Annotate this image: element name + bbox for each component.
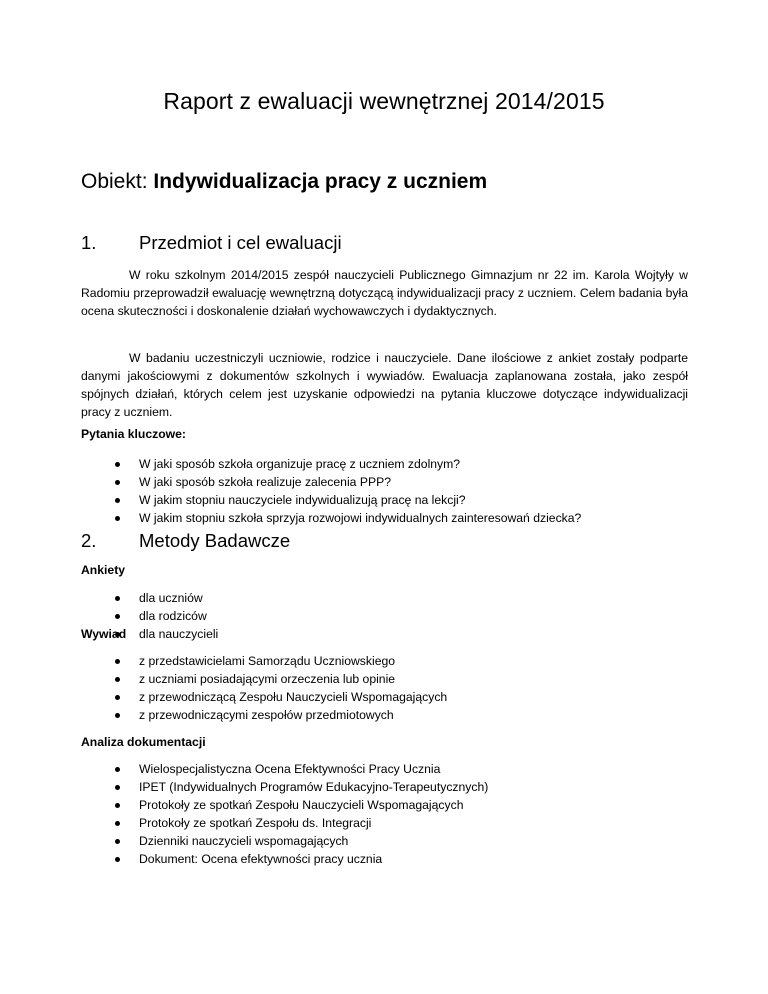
list-item-text: Dzienniki nauczycieli wspomagających — [139, 834, 349, 848]
bullet-icon — [115, 821, 120, 826]
list-item-text: z przewodniczącą Zespołu Nauczycieli Wspomagających — [139, 690, 448, 704]
object-value: Indywidualizacja pracy z uczniem — [153, 170, 488, 193]
list-item-text: Protokoły ze spotkań Zespołu ds. Integracji — [139, 816, 372, 830]
list-item — [81, 652, 701, 670]
interview-list — [81, 652, 701, 724]
list-item-text: IPET (Indywidualnych Programów Edukacyjno-Terapeutycznych) — [139, 780, 489, 794]
list-item — [81, 625, 701, 643]
list-item-text: dla uczniów — [139, 591, 203, 605]
list-item — [81, 607, 701, 625]
bullet-icon — [115, 839, 120, 844]
list-item-text: z przewodniczącymi zespołów przedmiotowych — [139, 708, 394, 722]
list-item — [81, 706, 701, 724]
section-2-title: Metody Badawcze — [139, 530, 291, 551]
bullet-icon — [115, 498, 120, 503]
list-item — [81, 670, 701, 688]
section-2-heading — [81, 530, 290, 552]
key-questions-list — [81, 455, 701, 527]
list-item-text: dla nauczycieli — [139, 627, 219, 641]
bullet-icon — [115, 596, 120, 601]
group-label-surveys: Ankiety — [81, 563, 126, 577]
bullet-icon — [115, 695, 120, 700]
list-item-text: Wielospecjalistyczna Ocena Efektywności Pracy Ucznia — [139, 762, 441, 776]
bullet-icon — [115, 480, 120, 485]
list-item — [81, 796, 701, 814]
list-item — [81, 760, 701, 778]
list-item-text: z przedstawicielami Samorządu Uczniowskiego — [139, 654, 396, 668]
list-item-text: dla rodziców — [139, 609, 207, 623]
list-item-text: W jakim stopniu nauczyciele indywidualizują pracę na lekcji? — [139, 493, 466, 507]
bullet-icon — [115, 659, 120, 664]
group-label-documentation: Analiza dokumentacji — [81, 735, 206, 749]
list-item — [81, 455, 701, 473]
object-line — [81, 170, 487, 194]
list-item-text: W jaki sposób szkoła organizuje pracę z uczniem zdolnym? — [139, 457, 461, 471]
list-item-text: W jakim stopniu szkoła sprzyja rozwojowi indywidualnych zainteresowań dziecka? — [139, 511, 582, 525]
list-item — [81, 491, 701, 509]
bullet-icon — [115, 614, 120, 619]
list-item — [81, 778, 701, 796]
section-1-paragraph-1: W roku szkolnym 2014/2015 zespół nauczycieli Publicznego Gimnazjum nr 22 im. Karola Wojtyły w Radomiu przeprowadził ewaluację wewnętrzną dotyczącą indywidualizacji pracy z uczniem. Celem badania była ocena skuteczności i doskonalenie działań wychowawczych i dydaktycznych. — [81, 268, 688, 318]
bullet-icon — [115, 803, 120, 808]
section-2-number: 2. — [81, 530, 97, 551]
key-questions-label: Pytania kluczowe: — [81, 427, 186, 441]
list-item — [81, 509, 701, 527]
section-1-title: Przedmiot i cel ewaluacji — [139, 232, 342, 253]
section-1-heading — [81, 232, 342, 254]
list-item — [81, 688, 701, 706]
list-item-text: W jaki sposób szkoła realizuje zalecenia PPP? — [139, 475, 391, 489]
bullet-icon — [115, 785, 120, 790]
list-item — [81, 589, 701, 607]
section-1-paragraph-2: W badaniu uczestniczyli uczniowie, rodzice i nauczyciele. Dane ilościowe z ankiet zostały podparte danymi jakościowymi z dokumentów szkolnych i wywiadów. Ewaluacja zaplanowana została, jako zespół spójnych działań, których celem jest uzyskanie odpowiedzi na pytania kluczowe dotyczące indywidualizacji pracy z uczniem. — [81, 351, 688, 419]
list-item-text: Protokoły ze spotkań Zespołu Nauczycieli Wspomagających — [139, 798, 464, 812]
bullet-icon — [115, 677, 120, 682]
bullet-icon — [115, 767, 120, 772]
object-label: Obiekt: — [81, 170, 154, 193]
list-item-text: Dokument: Ocena efektywności pracy ucznia — [139, 852, 383, 866]
bullet-icon — [115, 462, 120, 467]
document-title: Raport z ewaluacji wewnętrznej 2014/2015 — [163, 88, 605, 114]
bullet-icon — [115, 516, 120, 521]
list-item — [81, 832, 701, 850]
section-1-number: 1. — [81, 232, 97, 253]
bullet-icon — [115, 857, 120, 862]
group-label-interview: Wywiad — [81, 627, 127, 641]
surveys-list — [81, 589, 701, 643]
list-item — [81, 850, 701, 868]
list-item — [81, 814, 701, 832]
bullet-icon — [115, 713, 120, 718]
list-item-text: z uczniami posiadającymi orzeczenia lub opinie — [139, 672, 396, 686]
list-item — [81, 473, 701, 491]
documentation-list — [81, 760, 701, 868]
